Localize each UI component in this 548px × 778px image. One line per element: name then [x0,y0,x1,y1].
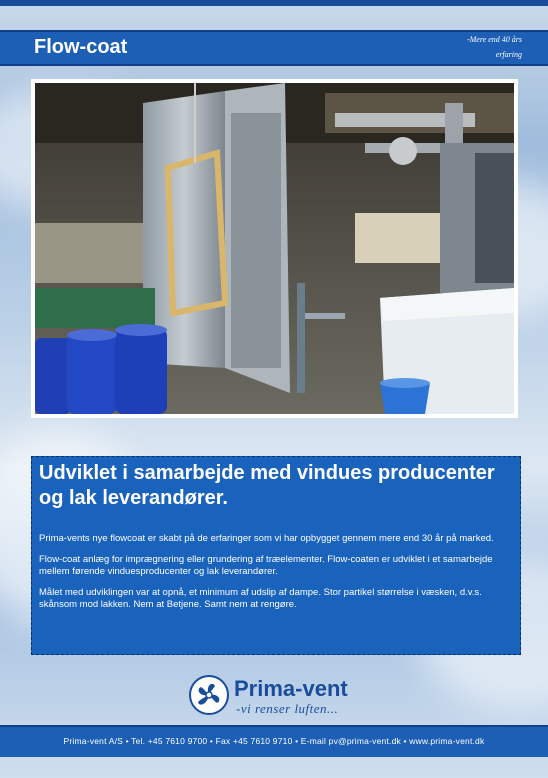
info-paragraph-1: Prima-vents nye flowcoat er skabt på de erfaringer som vi har opbygget gennem mere end 30 år på marked. [39,533,494,544]
info-body [39,533,517,620]
logo-slogan: -vi renser luften... [236,701,339,716]
logo-name: Prima-vent [234,676,348,701]
info-paragraph-2: Flow-coat anlæg for imprægnering eller grundering af træelementer. Flow-coaten er udviklet i et samarbejde mellem førende vinduesproducenter og lak leverandører. [39,554,493,577]
factory-flowcoat-photo [35,83,514,414]
page-title: Flow-coat [34,36,128,58]
tagline [432,32,522,62]
info-paragraph-3: Målet med udviklingen var at opnå, et minimum af udslip af dampe. Stor partikel størrelse i væsken, d.v.s. skånsom mod lakken. Nem at Betjene. Samt nem at rengøre. [39,587,482,610]
footer-contact: Prima-vent A/S • Tel. +45 7610 9700 • Fax +45 7610 9710 • E-mail pv@prima-vent.dk • www.prima-vent.dk [63,736,485,746]
title-bar [0,30,548,66]
fan-blades-icon [189,675,229,715]
prima-vent-logo [189,675,379,719]
top-strip [0,0,548,6]
tagline-line-2: erfaring [495,50,522,59]
info-box [31,456,521,655]
info-headline: Udviklet i samarbejde med vindues producenter og lak leverandører. [39,462,495,509]
footer-bar [0,725,548,757]
tagline-line-1: -Mere end 40 års [466,35,522,44]
factory-photo [35,83,514,414]
